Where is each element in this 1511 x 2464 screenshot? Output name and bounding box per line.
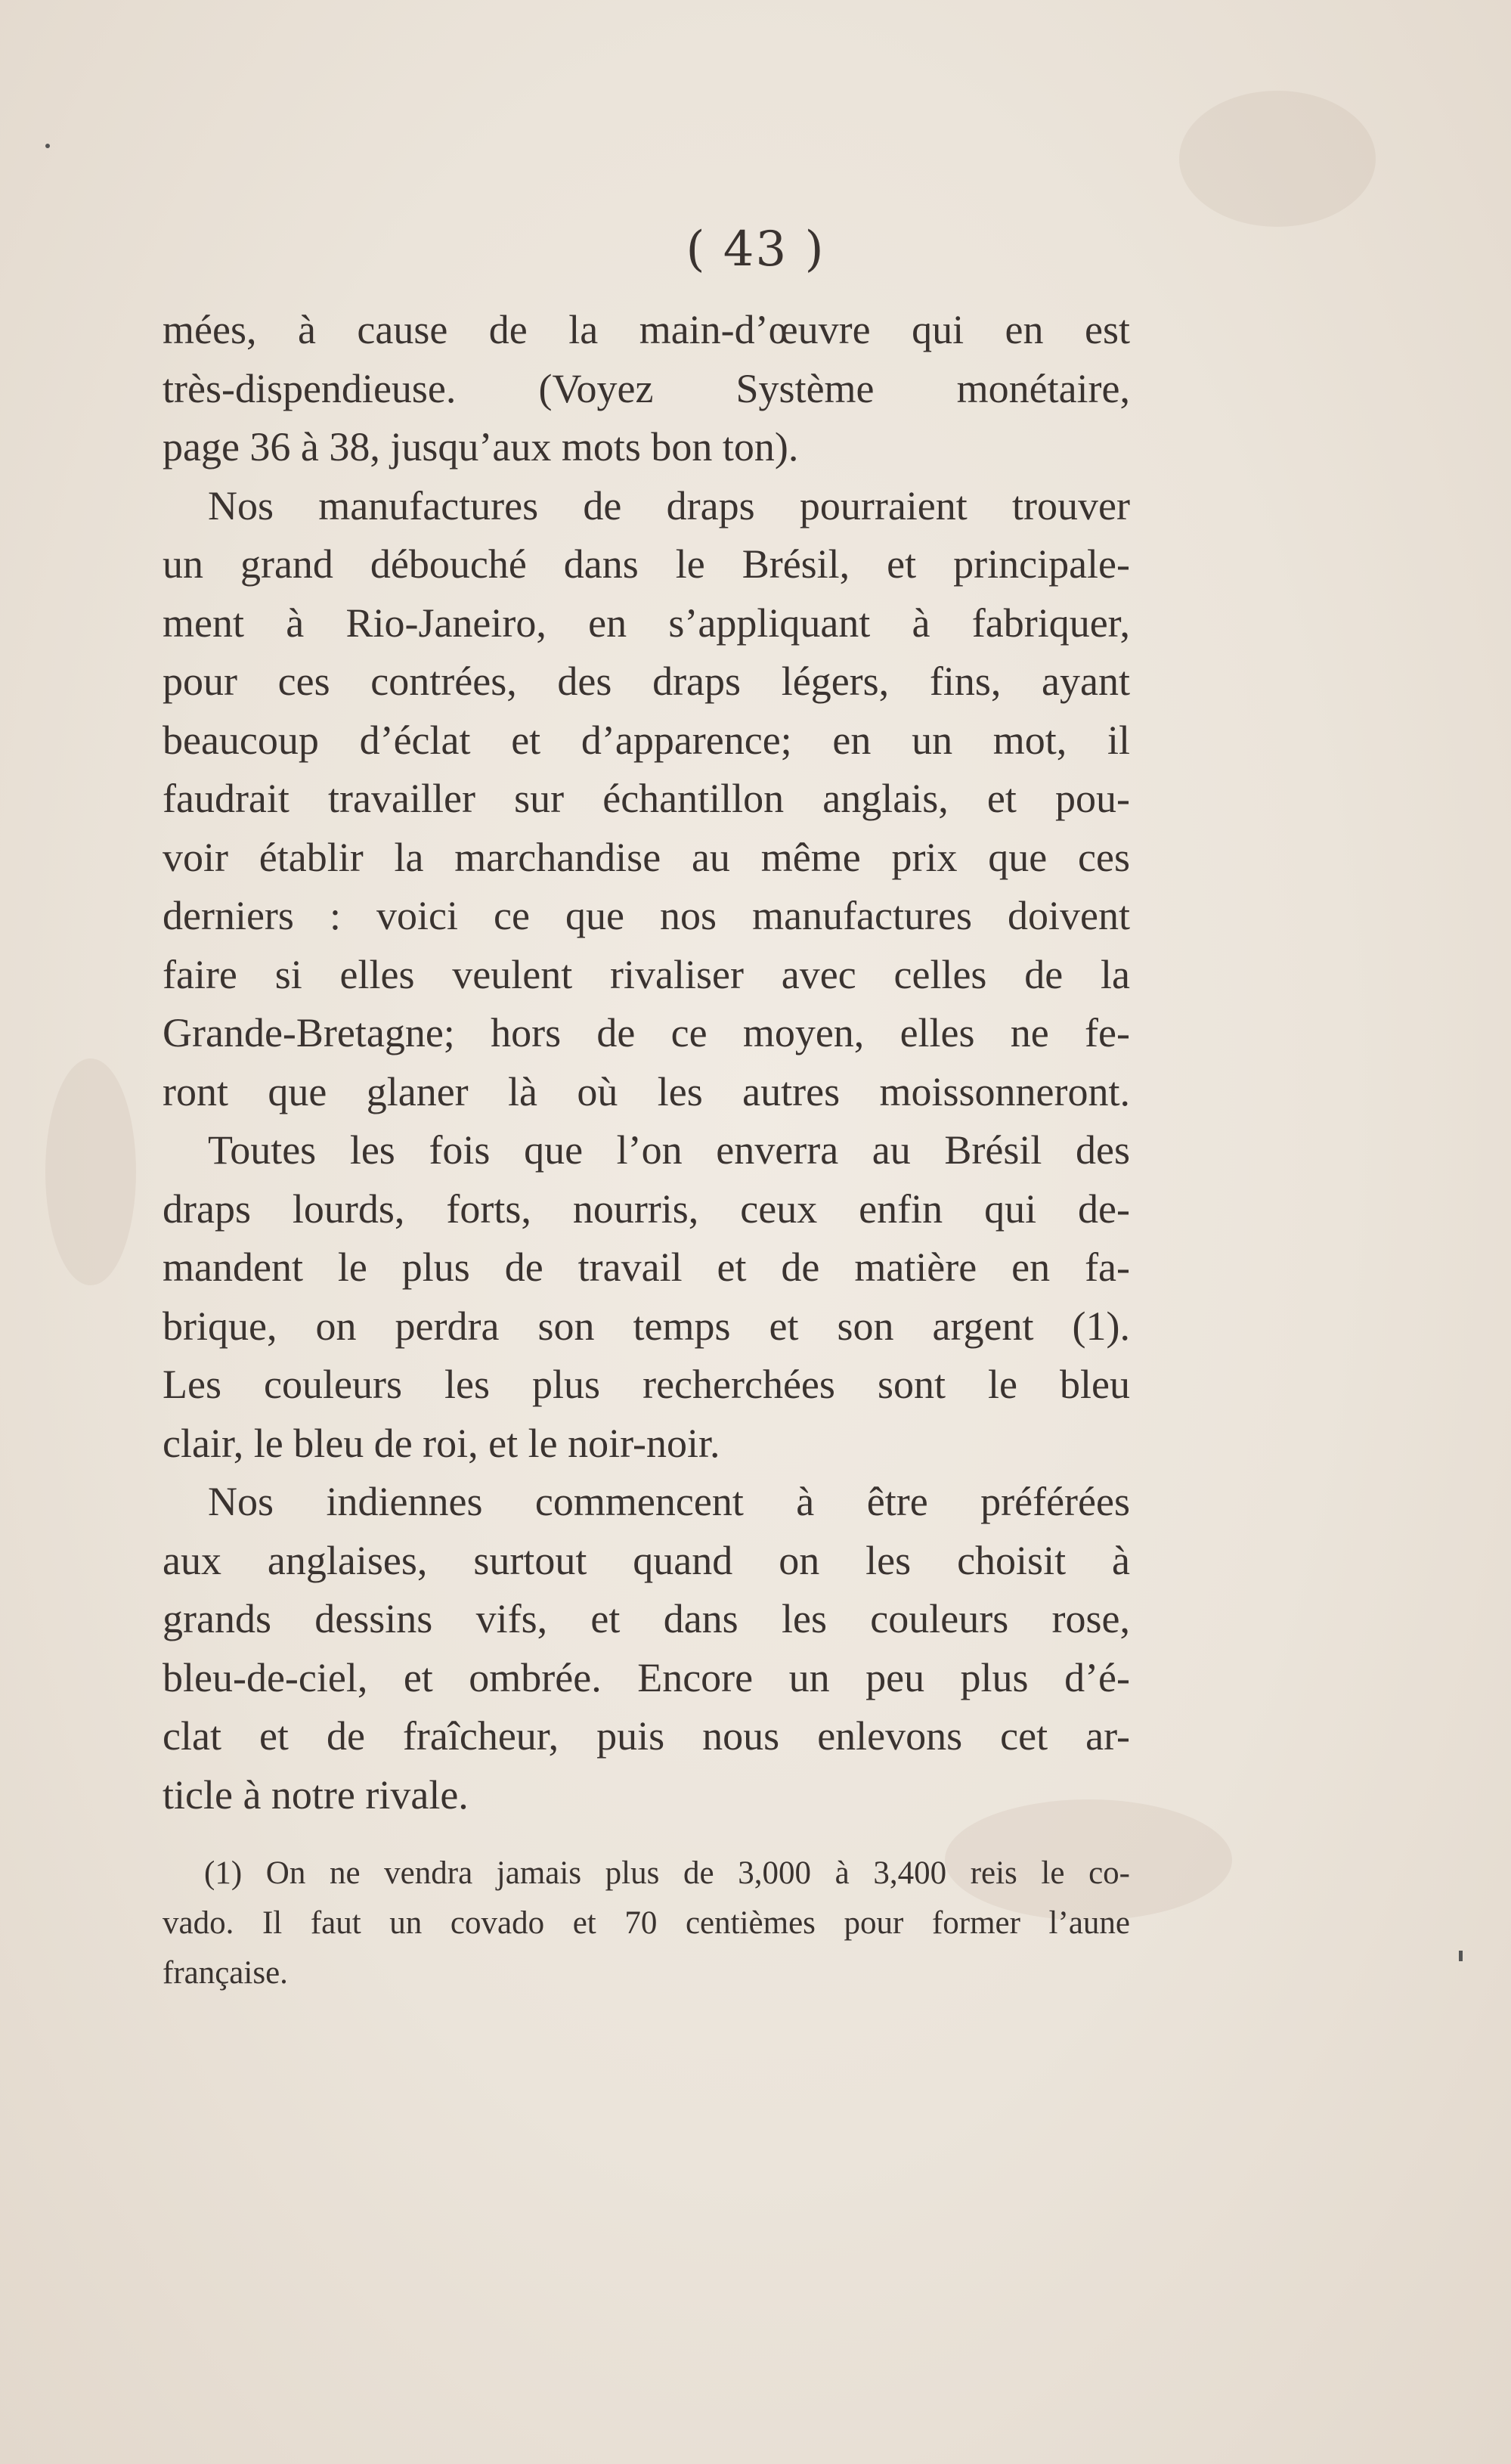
text-line: brique, on perdra son temps et son argent (1). xyxy=(163,1303,1130,1349)
text-line: bleu-de-ciel, et ombrée. Encore un peu plus d’é- xyxy=(163,1654,1130,1700)
text-line: pour ces contrées, des draps légers, fins, ayant xyxy=(163,659,1130,704)
text-line: clair, le bleu de roi, et le noir-noir. xyxy=(163,1420,720,1466)
footnote xyxy=(163,1849,1130,1998)
text-line: ticle à notre rivale. xyxy=(163,1771,469,1818)
text-line: clat et de fraîcheur, puis nous enlevons cet ar- xyxy=(163,1713,1130,1759)
text-line: un grand débouché dans le Brésil, et principale- xyxy=(163,541,1130,587)
paper-stain xyxy=(1179,91,1376,227)
text-line: faudrait travailler sur échantillon anglais, et pou- xyxy=(163,776,1130,821)
footnote-line: française. xyxy=(163,1955,288,1991)
text-line: Toutes les fois que l’on enverra au Brésil des xyxy=(208,1127,1130,1173)
text-line: Nos indiennes commencent à être préférées xyxy=(208,1479,1130,1524)
paper-speck xyxy=(45,144,50,148)
text-line: mées, à cause de la main-d’œuvre qui en est xyxy=(163,307,1130,352)
body-text xyxy=(163,301,1130,1824)
text-line: aux anglaises, surtout quand on les choisit à xyxy=(163,1537,1130,1583)
text-line: draps lourds, forts, nourris, ceux enfin qui de- xyxy=(163,1186,1130,1232)
text-line: Les couleurs les plus recherchées sont le bleu xyxy=(163,1362,1130,1407)
text-line: faire si elles veulent rivaliser avec celles de la xyxy=(163,951,1130,997)
text-line: beaucoup d’éclat et d’apparence; en un mot, il xyxy=(163,717,1130,763)
footnote-line: (1) On ne vendra jamais plus de 3,000 à 3,400 reis le co- xyxy=(204,1855,1130,1891)
text-line: grands dessins vifs, et dans les couleurs rose, xyxy=(163,1596,1130,1641)
text-line: derniers : voici ce que nos manufactures doivent xyxy=(163,893,1130,938)
footnote-line: vado. Il faut un covado et 70 centièmes pour former l’aune xyxy=(163,1905,1130,1941)
text-line: voir établir la marchandise au même prix que ces xyxy=(163,834,1130,880)
text-line: page 36 à 38, jusqu’aux mots bon ton). xyxy=(163,424,799,470)
text-line: mandent le plus de travail et de matière en fa- xyxy=(163,1244,1130,1290)
text-line: très-dispendieuse. (Voyez Système monétaire, xyxy=(163,365,1130,411)
page-number: ( 43 ) xyxy=(686,222,825,277)
paper-speck xyxy=(1459,1951,1463,1961)
text-line: Nos manufactures de draps pourraient trouver xyxy=(208,482,1130,528)
text-line: Grande-Bretagne; hors de ce moyen, elles ne fe- xyxy=(163,1010,1130,1055)
text-line: ment à Rio-Janeiro, en s’appliquant à fabriquer, xyxy=(163,600,1130,646)
paper-stain xyxy=(45,1058,136,1285)
text-line: ront que glaner là où les autres moissonneront. xyxy=(163,1068,1130,1114)
